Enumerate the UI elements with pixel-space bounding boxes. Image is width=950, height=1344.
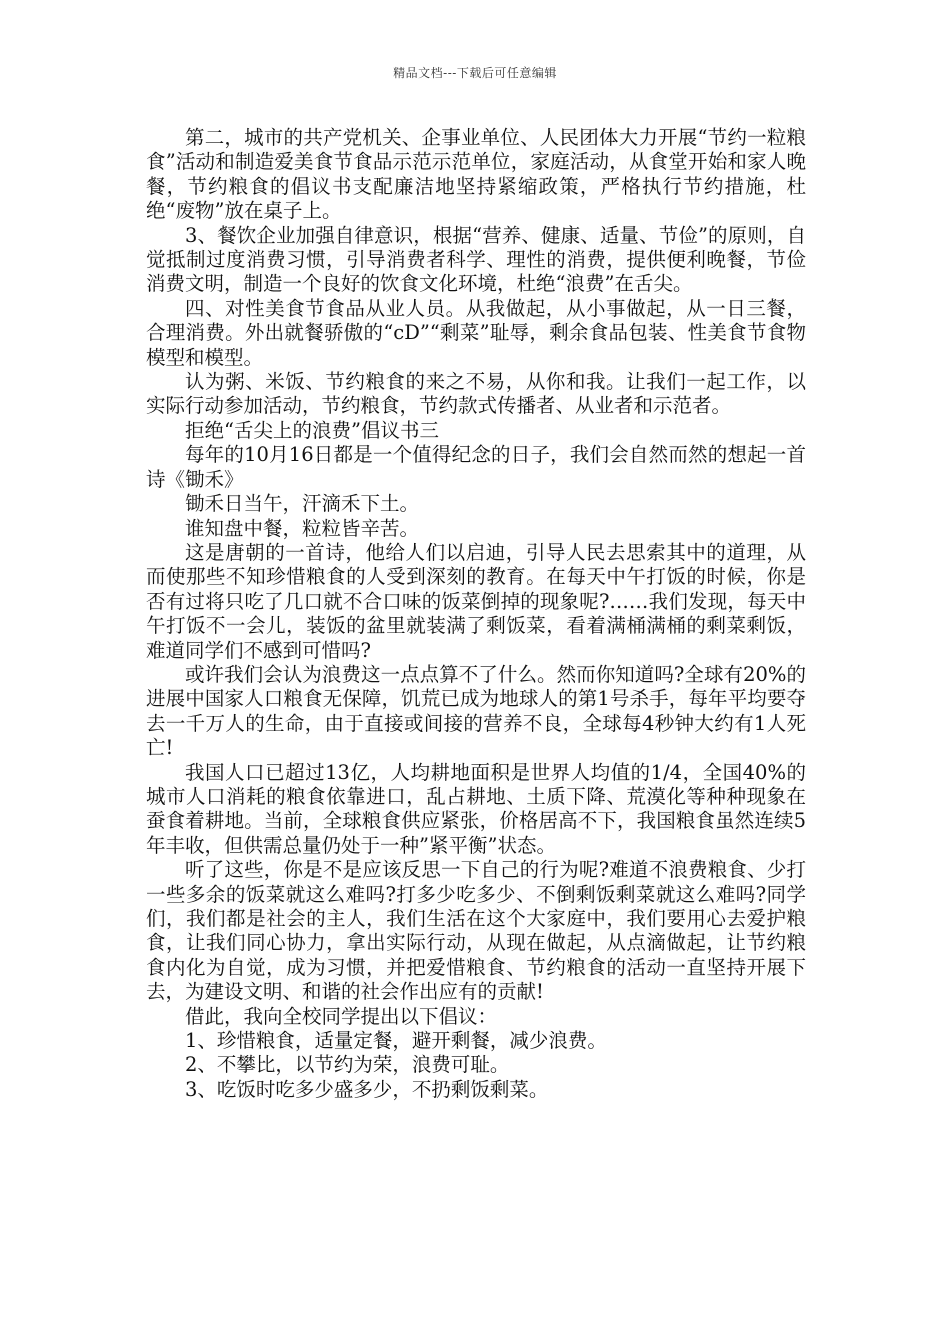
paragraph: 认为粥、米饭、节约粮食的来之不易，从你和我。让我们一起工作，以实际行动参加活动，节约粮食，节约款式传播者、从业者和示范者。 (146, 370, 806, 418)
paragraph: 听了这些，你是不是应该反思一下自己的行为呢?难道不浪费粮食、少打一些多余的饭菜就这么难吗?打多少吃多少、不倒剩饭剩菜就这么难吗?同学们，我们都是社会的主人，我们生活在这个大家庭中，我们要用心去爱护粮食，让我们同心协力，拿出实际行动，从现在做起，从点滴做起，让节约粮食内化为自觉，成为习惯，并把爱惜粮食、节约粮食的活动一直坚持开展下去，为建设文明、和谐的社会作出应有的贡献! (146, 858, 806, 1004)
paragraph: 每年的10月16日都是一个值得纪念的日子，我们会自然而然的想起一首诗《锄禾》 (146, 443, 806, 491)
list-item: 3、吃饭时吃多少盛多少，不扔剩饭剩菜。 (185, 1077, 549, 1101)
paragraph: 第二，城市的共产党机关、企事业单位、人民团体大力开展“节约一粒粮食”活动和制造爱美食节食品示范示范单位，家庭活动，从食堂开始和家人晚餐，节约粮食的倡议书支配廉洁地坚持紧缩政策，严格执行节约措施，杜绝“废物”放在桌子上。 (146, 126, 806, 223)
list-item: 1、珍惜粮食，适量定餐，避开剩餐，减少浪费。 (185, 1029, 607, 1053)
page-header: 精品文档---下载后可任意编辑 (393, 66, 557, 80)
paragraph: 或许我们会认为浪费这一点点算不了什么。然而你知道吗?全球有20%的进展中国家人口粮食无保障，饥荒已成为地球人的第1号杀手，每年平均要夺去一千万人的生命，由于直接或间接的营养不良，全球每4秒钟大约有1人死亡! (146, 662, 806, 760)
document-body (146, 126, 806, 1102)
poem-line: 锄禾日当午，汗滴禾下土。 (185, 492, 420, 516)
paragraph: 3、餐饮企业加强自律意识，根据“营养、健康、适量、节俭”的原则，自觉抵制过度消费习惯，引导消费者科学、理性的消费，提供便利晚餐，节俭消费文明，制造一个良好的饮食文化环境，杜绝“浪费”在舌尖。 (146, 223, 806, 296)
section-title: 拒绝“舌尖上的浪费”倡议书三 (185, 418, 439, 442)
paragraph: 借此，我向全校同学提出以下倡议： (185, 1004, 498, 1028)
paragraph: 四、对性美食节食品从业人员。从我做起，从小事做起，从一日三餐，合理消费。外出就餐骄傲的“cD”“剩菜”耻辱，剩余食品包装、性美食节食物模型和模型。 (146, 296, 806, 369)
paragraph: 我国人口已超过13亿，人均耕地面积是世界人均值的1/4，全国40%的城市人口消耗的粮食依靠进口，乱占耕地、土质下降、荒漠化等种种现象在蚕食着耕地。当前，全球粮食供应紧张，价格居高不下，我国粮食虽然连续5年丰收，但供需总量仍处于一种”紧平衡”状态。 (146, 760, 806, 857)
poem-line: 谁知盘中餐，粒粒皆辛苦。 (185, 516, 420, 540)
list-item: 2、不攀比，以节约为荣，浪费可耻。 (185, 1053, 510, 1077)
paragraph: 这是唐朝的一首诗，他给人们以启迪，引导人民去思索其中的道理，从而使那些不知珍惜粮食的人受到深刻的教育。在每天中午打饭的时候，你是否有过将只吃了几口就不合口味的饭菜倒掉的现象呢?……我们发现，每天中午打饭不一会儿，装饭的盆里就装满了剩饭菜，看着满桶满桶的剩菜剩饭，难道同学们不感到可惜吗? (146, 540, 806, 662)
